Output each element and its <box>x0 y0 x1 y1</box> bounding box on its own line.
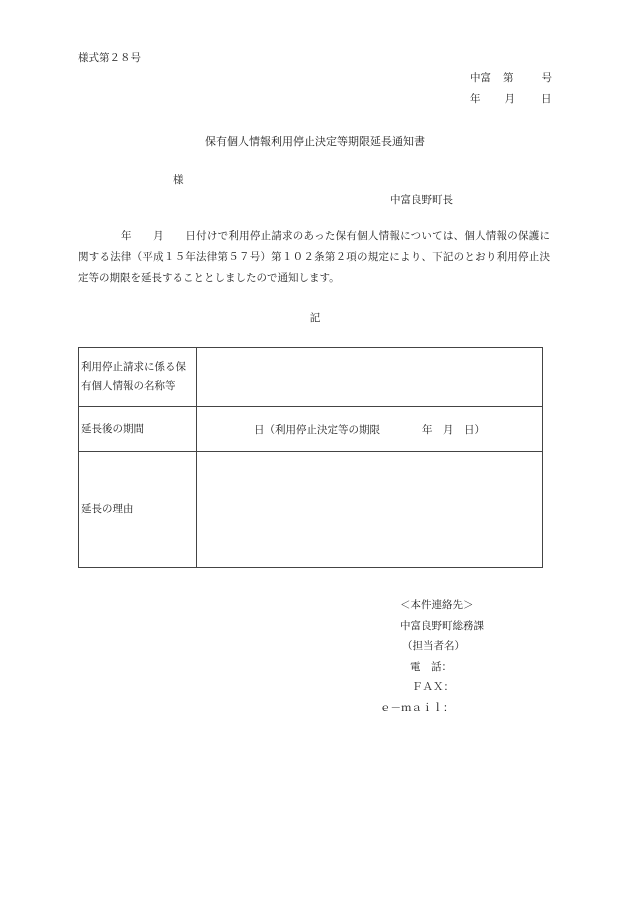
contact-fax: ＦＡＸ： <box>412 681 454 693</box>
table-row <box>79 452 543 568</box>
contact-heading: ＜本件連絡先＞ <box>400 599 474 611</box>
extended-period-value: 日（利用停止決定等の期限 年 月 日） <box>197 407 543 452</box>
sender: 中富良野町長 <box>390 194 453 206</box>
extension-reason-label: 延長の理由 <box>79 452 197 568</box>
info-name-label: 利用停止請求に係る保有個人情報の名称等 <box>79 348 197 407</box>
addressee: 様 <box>173 174 184 186</box>
date-year: 年 <box>470 93 481 105</box>
table-row <box>79 348 543 407</box>
table-row <box>79 407 543 452</box>
date-month: 月 <box>504 93 515 105</box>
document-title: 保有個人情報利用停止決定等期限延長通知書 <box>205 135 425 148</box>
contact-person: （担当者名） <box>402 640 465 652</box>
info-name-value <box>197 348 543 407</box>
doc-no-dai: 第 <box>503 72 514 84</box>
notice-body: 年 月 日付けで利用停止請求のあった保有個人情報については、個人情報の保護に関する法律（平成１５年法律第５７号）第１０２条第２項の規定により、下記のとおり利用停止決定等の期限を延長することとしましたので通知します。 <box>78 230 550 284</box>
document-number-line <box>470 70 552 85</box>
doc-no-prefix: 中富 <box>470 72 491 84</box>
form-number: 様式第２８号 <box>78 52 141 64</box>
contact-block <box>380 595 484 718</box>
extended-period-label: 延長後の期間 <box>79 407 197 452</box>
date-day: 日 <box>541 93 552 105</box>
contact-department: 中富良野町総務課 <box>400 619 484 632</box>
contact-email: ｅ－ｍａｉｌ： <box>380 701 454 714</box>
detail-table <box>78 347 543 568</box>
ki-heading: 記 <box>309 312 321 324</box>
doc-no-go: 号 <box>541 72 552 84</box>
extension-reason-value <box>197 452 543 568</box>
date-line <box>470 91 552 106</box>
contact-phone: 電 話： <box>410 660 452 673</box>
